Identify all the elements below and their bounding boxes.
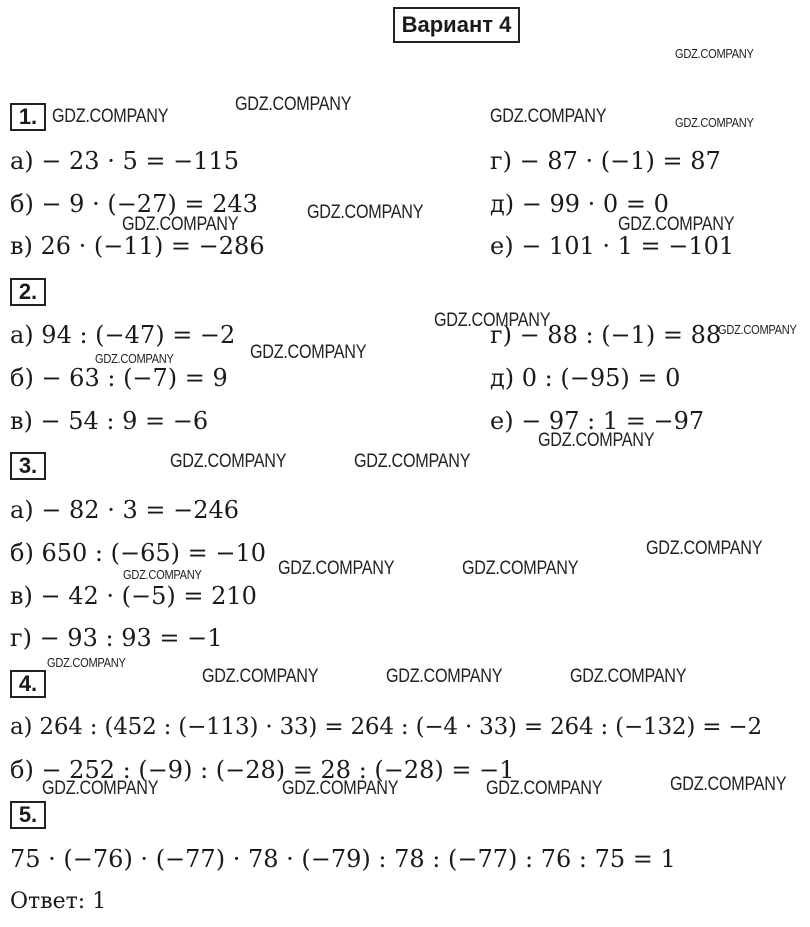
task-2-e: е) − 97 : 1 = −97 [490,407,705,435]
task-2-g: г) − 88 : (−1) = 88 [490,321,722,349]
watermark: GDZ.COMPANY [170,451,287,472]
task-2-a: а) 94 : (−47) = −2 [10,321,236,349]
watermark: GDZ.COMPANY [462,558,579,579]
watermark: GDZ.COMPANY [235,94,352,115]
watermark: GDZ.COMPANY [122,214,239,235]
watermark: GDZ.COMPANY [123,567,202,582]
watermark: GDZ.COMPANY [282,778,399,799]
watermark: GDZ.COMPANY [490,106,607,127]
watermark: GDZ.COMPANY [675,46,754,61]
watermark: GDZ.COMPANY [278,558,395,579]
watermark: GDZ.COMPANY [202,666,319,687]
task-3-g: г) − 93 : 93 = −1 [10,624,223,652]
page-title: Вариант 4 [393,7,520,43]
task-1-g: г) − 87 · (−1) = 87 [490,147,721,175]
watermark: GDZ.COMPANY [95,351,174,366]
watermark: GDZ.COMPANY [354,451,471,472]
watermark: GDZ.COMPANY [486,778,603,799]
watermark: GDZ.COMPANY [618,214,735,235]
watermark: GDZ.COMPANY [434,310,551,331]
task-4-a: а) 264 : (452 : (−113) · 33) = 264 : (−4 · 33) = 264 : (−132) = −2 [10,714,762,740]
task-4-b: б) − 252 : (−9) : (−28) = 28 : (−28) = −1 [10,756,515,784]
task-2-d: д) 0 : (−95) = 0 [490,364,681,392]
task-2-b: б) − 63 : (−7) = 9 [10,364,228,392]
task-5-number: 5. [10,801,46,829]
task-2-number: 2. [10,278,46,306]
watermark: GDZ.COMPANY [307,202,424,223]
task-1-b: б) − 9 · (−27) = 243 [10,190,258,218]
task-3-number: 3. [10,452,46,480]
task-3-a: а) − 82 · 3 = −246 [10,496,240,524]
task-3-v: в) − 42 · (−5) = 210 [10,582,257,610]
watermark: GDZ.COMPANY [250,342,367,363]
watermark: GDZ.COMPANY [538,430,655,451]
watermark: GDZ.COMPANY [718,322,797,337]
task-3-b: б) 650 : (−65) = −10 [10,539,266,567]
watermark: GDZ.COMPANY [646,538,763,559]
watermark: GDZ.COMPANY [42,778,159,799]
watermark: GDZ.COMPANY [386,666,503,687]
task-1-number: 1. [10,103,46,131]
task-1-e: е) − 101 · 1 = −101 [490,232,735,260]
task-1-d: д) − 99 · 0 = 0 [490,190,669,218]
task-1-a: а) − 23 · 5 = −115 [10,147,240,175]
task-5-expr: 75 · (−76) · (−77) · 78 · (−79) : 78 : (−77) : 76 : 75 = 1 [10,845,676,873]
watermark: GDZ.COMPANY [670,774,787,795]
watermark: GDZ.COMPANY [570,666,687,687]
task-2-v: в) − 54 : 9 = −6 [10,407,209,435]
task-5-answer: Ответ: 1 [10,889,107,914]
watermark: GDZ.COMPANY [52,106,169,127]
watermark: GDZ.COMPANY [675,115,754,130]
watermark: GDZ.COMPANY [47,655,126,670]
task-1-v: в) 26 · (−11) = −286 [10,232,265,260]
task-4-number: 4. [10,670,46,698]
